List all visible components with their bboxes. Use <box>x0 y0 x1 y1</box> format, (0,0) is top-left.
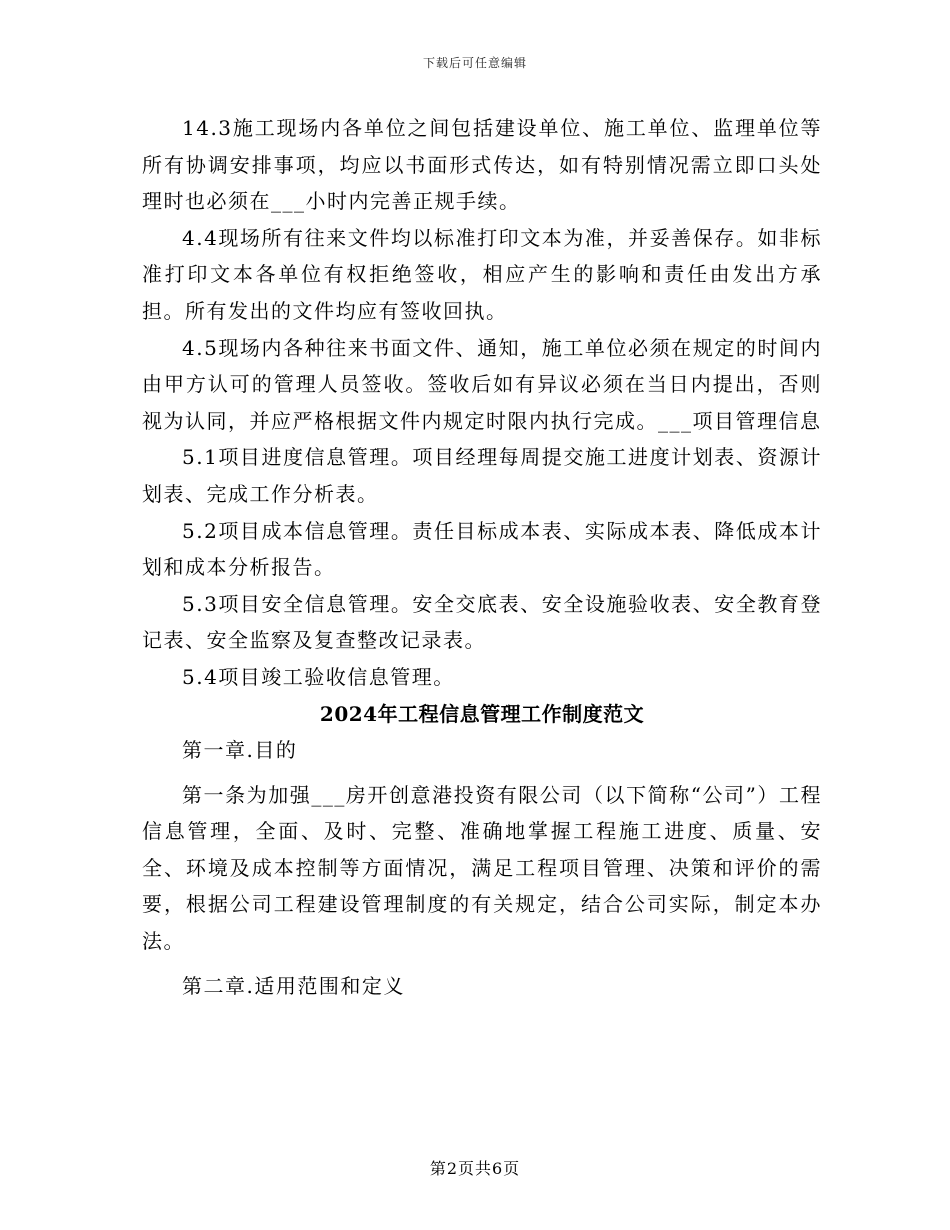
chapter-2-heading: 第二章.适用范围和定义 <box>182 973 405 998</box>
paragraph-5-1: 5.1项目进度信息管理。项目经理每周提交施工进度计划表、资源计划表、完成工作分析表。 <box>142 445 822 506</box>
document-title: 2024年工程信息管理工作制度范文 <box>319 701 645 726</box>
paragraph-4-4: 4.4现场所有往来文件均以标准打印文本为准，并妥善保存。如非标准打印文本各单位有权拒绝签收，相应产生的影响和责任由发出方承担。所有发出的文件均应有签收回执。 <box>142 225 822 323</box>
chapter-1-heading: 第一章.目的 <box>182 738 298 763</box>
header-note: 下载后可任意编辑 <box>422 56 527 70</box>
article-1: 第一条为加强___房开创意港投资有限公司（以下简称“公司”）工程信息管理，全面、及时、完整、准确地掌握工程施工进度、质量、安全、环境及成本控制等方面情况，满足工程项目管理、决策和评价的需要，根据公司工程建设管理制度的有关规定，结合公司实际，制定本办法。 <box>142 782 822 954</box>
paragraph-14-3: 14.3施工现场内各单位之间包括建设单位、施工单位、监理单位等所有协调安排事项，均应以书面形式传达，如有特别情况需立即口头处理时也必须在___小时内完善正规手续。 <box>142 116 822 214</box>
paragraph-5-2: 5.2项目成本信息管理。责任目标成本表、实际成本表、降低成本计划和成本分析报告。 <box>142 518 822 580</box>
paragraph-4-5: 4.5现场内各种往来书面文件、通知，施工单位必须在规定的时间内由甲方认可的管理人员签收。签收后如有异议必须在当日内提出，否则视为认同，并应严格根据文件内规定时限内执行完成。___项目管理信息 <box>142 335 822 433</box>
paragraph-5-4: 5.4项目竣工验收信息管理。 <box>182 664 455 689</box>
paragraph-5-3: 5.3项目安全信息管理。安全交底表、安全设施验收表、安全教育登记表、安全监察及复查整改记录表。 <box>142 591 822 653</box>
document-body <box>142 110 822 1004</box>
page-number: 第2页共6页 <box>429 1159 521 1178</box>
